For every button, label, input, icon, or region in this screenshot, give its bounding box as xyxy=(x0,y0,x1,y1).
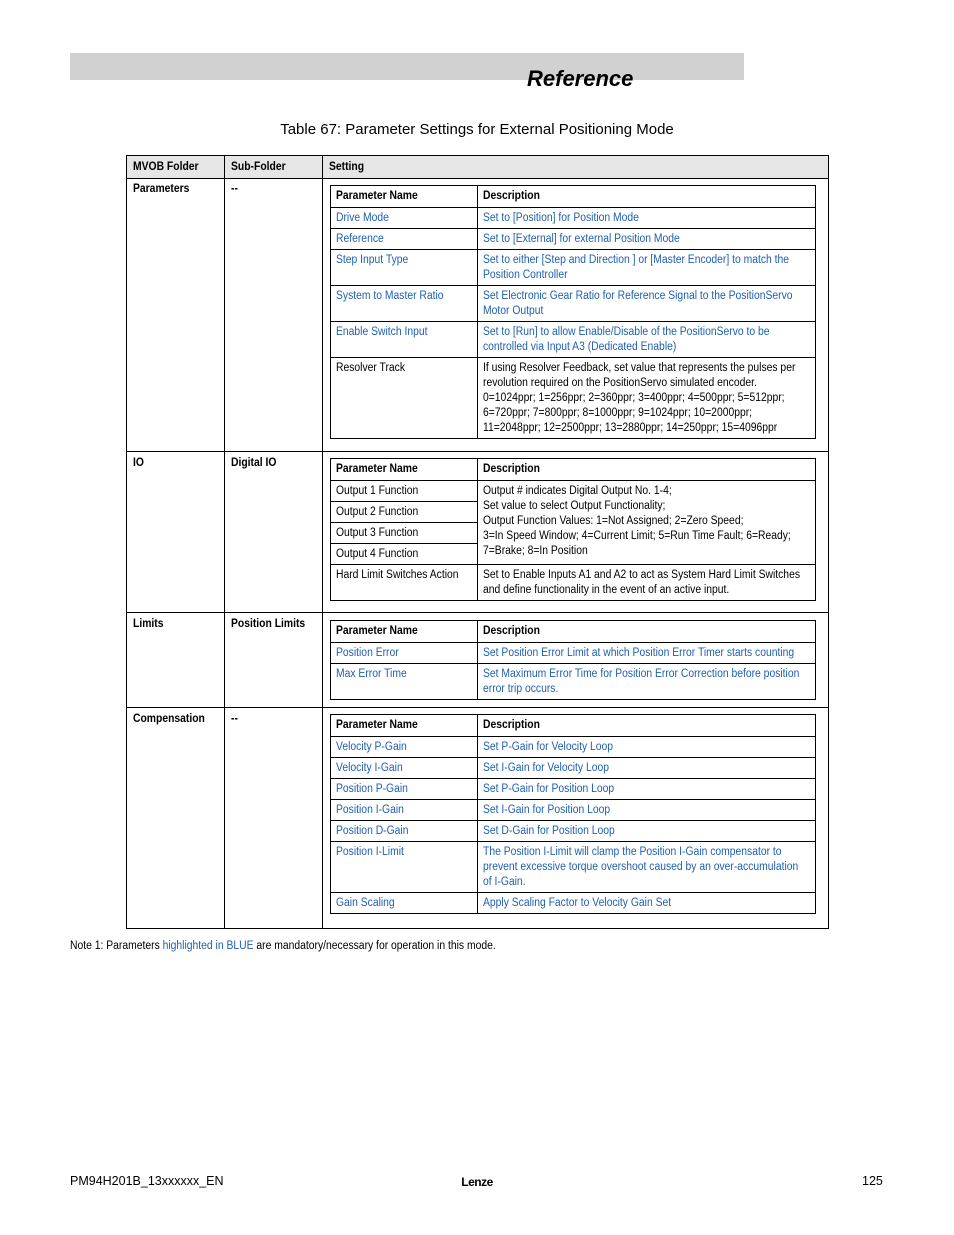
parameter-name: Output 3 Function xyxy=(331,523,478,544)
parameter-description: The Position I-Limit will clamp the Position I-Gain compensator to prevent excessive torque overshoot caused by an over-accumulation of I-Gain. xyxy=(478,842,816,893)
parameter-description: Set Maximum Error Time for Position Error Correction before position error trip occurs. xyxy=(478,664,816,700)
header-description: Description xyxy=(478,715,816,737)
parameter-description: Set to either [Step and Direction ] or [Master Encoder] to match the Position Controller xyxy=(478,250,816,286)
page-number: 125 xyxy=(862,1174,883,1188)
parameter-description: Set Position Error Limit at which Position Error Timer starts counting xyxy=(478,643,816,664)
parameter-description: If using Resolver Feedback, set value that represents the pulses per revolution required on the PositionServo simulated encoder. 0=1024ppr; 1=256ppr; 2=360ppr; 3=400ppr; 4=500ppr; 5=512ppr; 6=720ppr; 7=800ppr; 8=1000ppr; 9=1024ppr; 10=2000ppr; 11=2048ppr; 12=2500ppr; 13=2880ppr; 14=250ppr; 15=4096ppr xyxy=(478,358,816,439)
table-row xyxy=(331,481,816,502)
table-row xyxy=(331,250,816,286)
footer-doc-id: PM94H201B_13xxxxxx_EN xyxy=(70,1174,224,1188)
parameter-table xyxy=(126,155,829,929)
header-parameter-name: Parameter Name xyxy=(331,186,478,208)
subtable-header-row xyxy=(331,715,816,737)
section-folder-io: IO xyxy=(133,457,144,469)
parameter-name: Position D-Gain xyxy=(331,821,478,842)
parameter-name: Drive Mode xyxy=(331,208,478,229)
subtable-header-row xyxy=(331,186,816,208)
parameter-description: Set P-Gain for Position Loop xyxy=(478,779,816,800)
column-header-setting: Setting xyxy=(329,161,365,173)
note-highlight: highlighted in BLUE xyxy=(162,940,254,952)
section-subfolder: -- xyxy=(231,713,238,725)
parameter-name: Position P-Gain xyxy=(331,779,478,800)
parameter-name: Max Error Time xyxy=(331,664,478,700)
table-row xyxy=(331,208,816,229)
parameter-name: Gain Scaling xyxy=(331,893,478,914)
section-divider xyxy=(127,707,828,708)
column-header-subfolder: Sub-Folder xyxy=(231,161,286,173)
table-row xyxy=(331,565,816,601)
parameter-name: Output 2 Function xyxy=(331,502,478,523)
parameter-name: Position I-Limit xyxy=(331,842,478,893)
parameter-name: Velocity P-Gain xyxy=(331,737,478,758)
parameter-name: Enable Switch Input xyxy=(331,322,478,358)
parameter-name: Velocity I-Gain xyxy=(331,758,478,779)
parameter-name: Output 1 Function xyxy=(331,481,478,502)
parameter-description: Set I-Gain for Velocity Loop xyxy=(478,758,816,779)
parameter-name: Output 4 Function xyxy=(331,544,478,565)
parameter-description: Set to [Position] for Position Mode xyxy=(478,208,816,229)
header-description: Description xyxy=(478,186,816,208)
section-subfolder: -- xyxy=(231,183,238,195)
note-suffix: are mandatory/necessary for operation in this mode. xyxy=(253,940,496,952)
table-row xyxy=(331,800,816,821)
table-header-row xyxy=(127,156,828,179)
compensation-subtable xyxy=(330,714,816,914)
column-divider xyxy=(224,156,225,928)
section-folder-parameters: Parameters xyxy=(133,183,190,195)
table-row xyxy=(331,286,816,322)
parameter-name: System to Master Ratio xyxy=(331,286,478,322)
section-subfolder: Position Limits xyxy=(231,618,306,630)
parameter-description: Set to [Run] to allow Enable/Disable of the PositionServo to be controlled via Input A3 (Dedicated Enable) xyxy=(478,322,816,358)
header-description: Description xyxy=(478,621,816,643)
column-header-folder: MVOB Folder xyxy=(133,161,199,173)
subtable-header-row xyxy=(331,459,816,481)
header-parameter-name: Parameter Name xyxy=(331,459,478,481)
table-row xyxy=(331,737,816,758)
table-caption: Table 67: Parameter Settings for External Positioning Mode xyxy=(280,121,674,138)
parameter-description: Set I-Gain for Position Loop xyxy=(478,800,816,821)
table-row xyxy=(331,643,816,664)
header-bar xyxy=(70,53,744,80)
note-prefix: Note 1: Parameters xyxy=(70,940,163,952)
parameters-subtable xyxy=(330,185,816,439)
section-subfolder: Digital IO xyxy=(231,457,277,469)
io-subtable xyxy=(330,458,816,601)
table-row xyxy=(331,322,816,358)
parameter-description: Output # indicates Digital Output No. 1-4; Set value to select Output Functionality; Output Function Values: 1=Not Assigned; 2=Zero Speed; 3=In Speed Window; 4=Current Limit; 5=Run Time Fault; 6=Ready; 7=Brake; 8=In Position xyxy=(478,481,816,565)
limits-subtable xyxy=(330,620,816,700)
table-row xyxy=(331,229,816,250)
section-folder-limits: Limits xyxy=(133,618,164,630)
parameter-description: Set to Enable Inputs A1 and A2 to act as System Hard Limit Switches and define functionality in the event of an active input. xyxy=(478,565,816,601)
footer-brand-logo: Lenze xyxy=(461,1175,493,1189)
header-description: Description xyxy=(478,459,816,481)
table-row xyxy=(331,779,816,800)
parameter-name: Position Error xyxy=(331,643,478,664)
header-parameter-name: Parameter Name xyxy=(331,621,478,643)
parameter-name: Hard Limit Switches Action xyxy=(331,565,478,601)
table-row xyxy=(331,893,816,914)
section-divider xyxy=(127,451,828,452)
table-row xyxy=(331,842,816,893)
column-divider xyxy=(322,156,323,928)
parameter-name: Position I-Gain xyxy=(331,800,478,821)
table-row xyxy=(331,821,816,842)
parameter-name: Resolver Track xyxy=(331,358,478,439)
parameter-name: Reference xyxy=(331,229,478,250)
header-parameter-name: Parameter Name xyxy=(331,715,478,737)
section-divider xyxy=(127,612,828,613)
parameter-description: Set P-Gain for Velocity Loop xyxy=(478,737,816,758)
parameter-description: Set D-Gain for Position Loop xyxy=(478,821,816,842)
parameter-description: Set Electronic Gear Ratio for Reference Signal to the PositionServo Motor Output xyxy=(478,286,816,322)
subtable-header-row xyxy=(331,621,816,643)
table-row xyxy=(331,664,816,700)
parameter-description: Set to [External] for external Position Mode xyxy=(478,229,816,250)
table-row xyxy=(331,358,816,439)
table-note xyxy=(70,940,496,952)
table-row xyxy=(331,758,816,779)
section-folder-compensation: Compensation xyxy=(133,713,205,725)
page-title: Reference xyxy=(527,66,634,91)
parameter-name: Step Input Type xyxy=(331,250,478,286)
parameter-description: Apply Scaling Factor to Velocity Gain Set xyxy=(478,893,816,914)
